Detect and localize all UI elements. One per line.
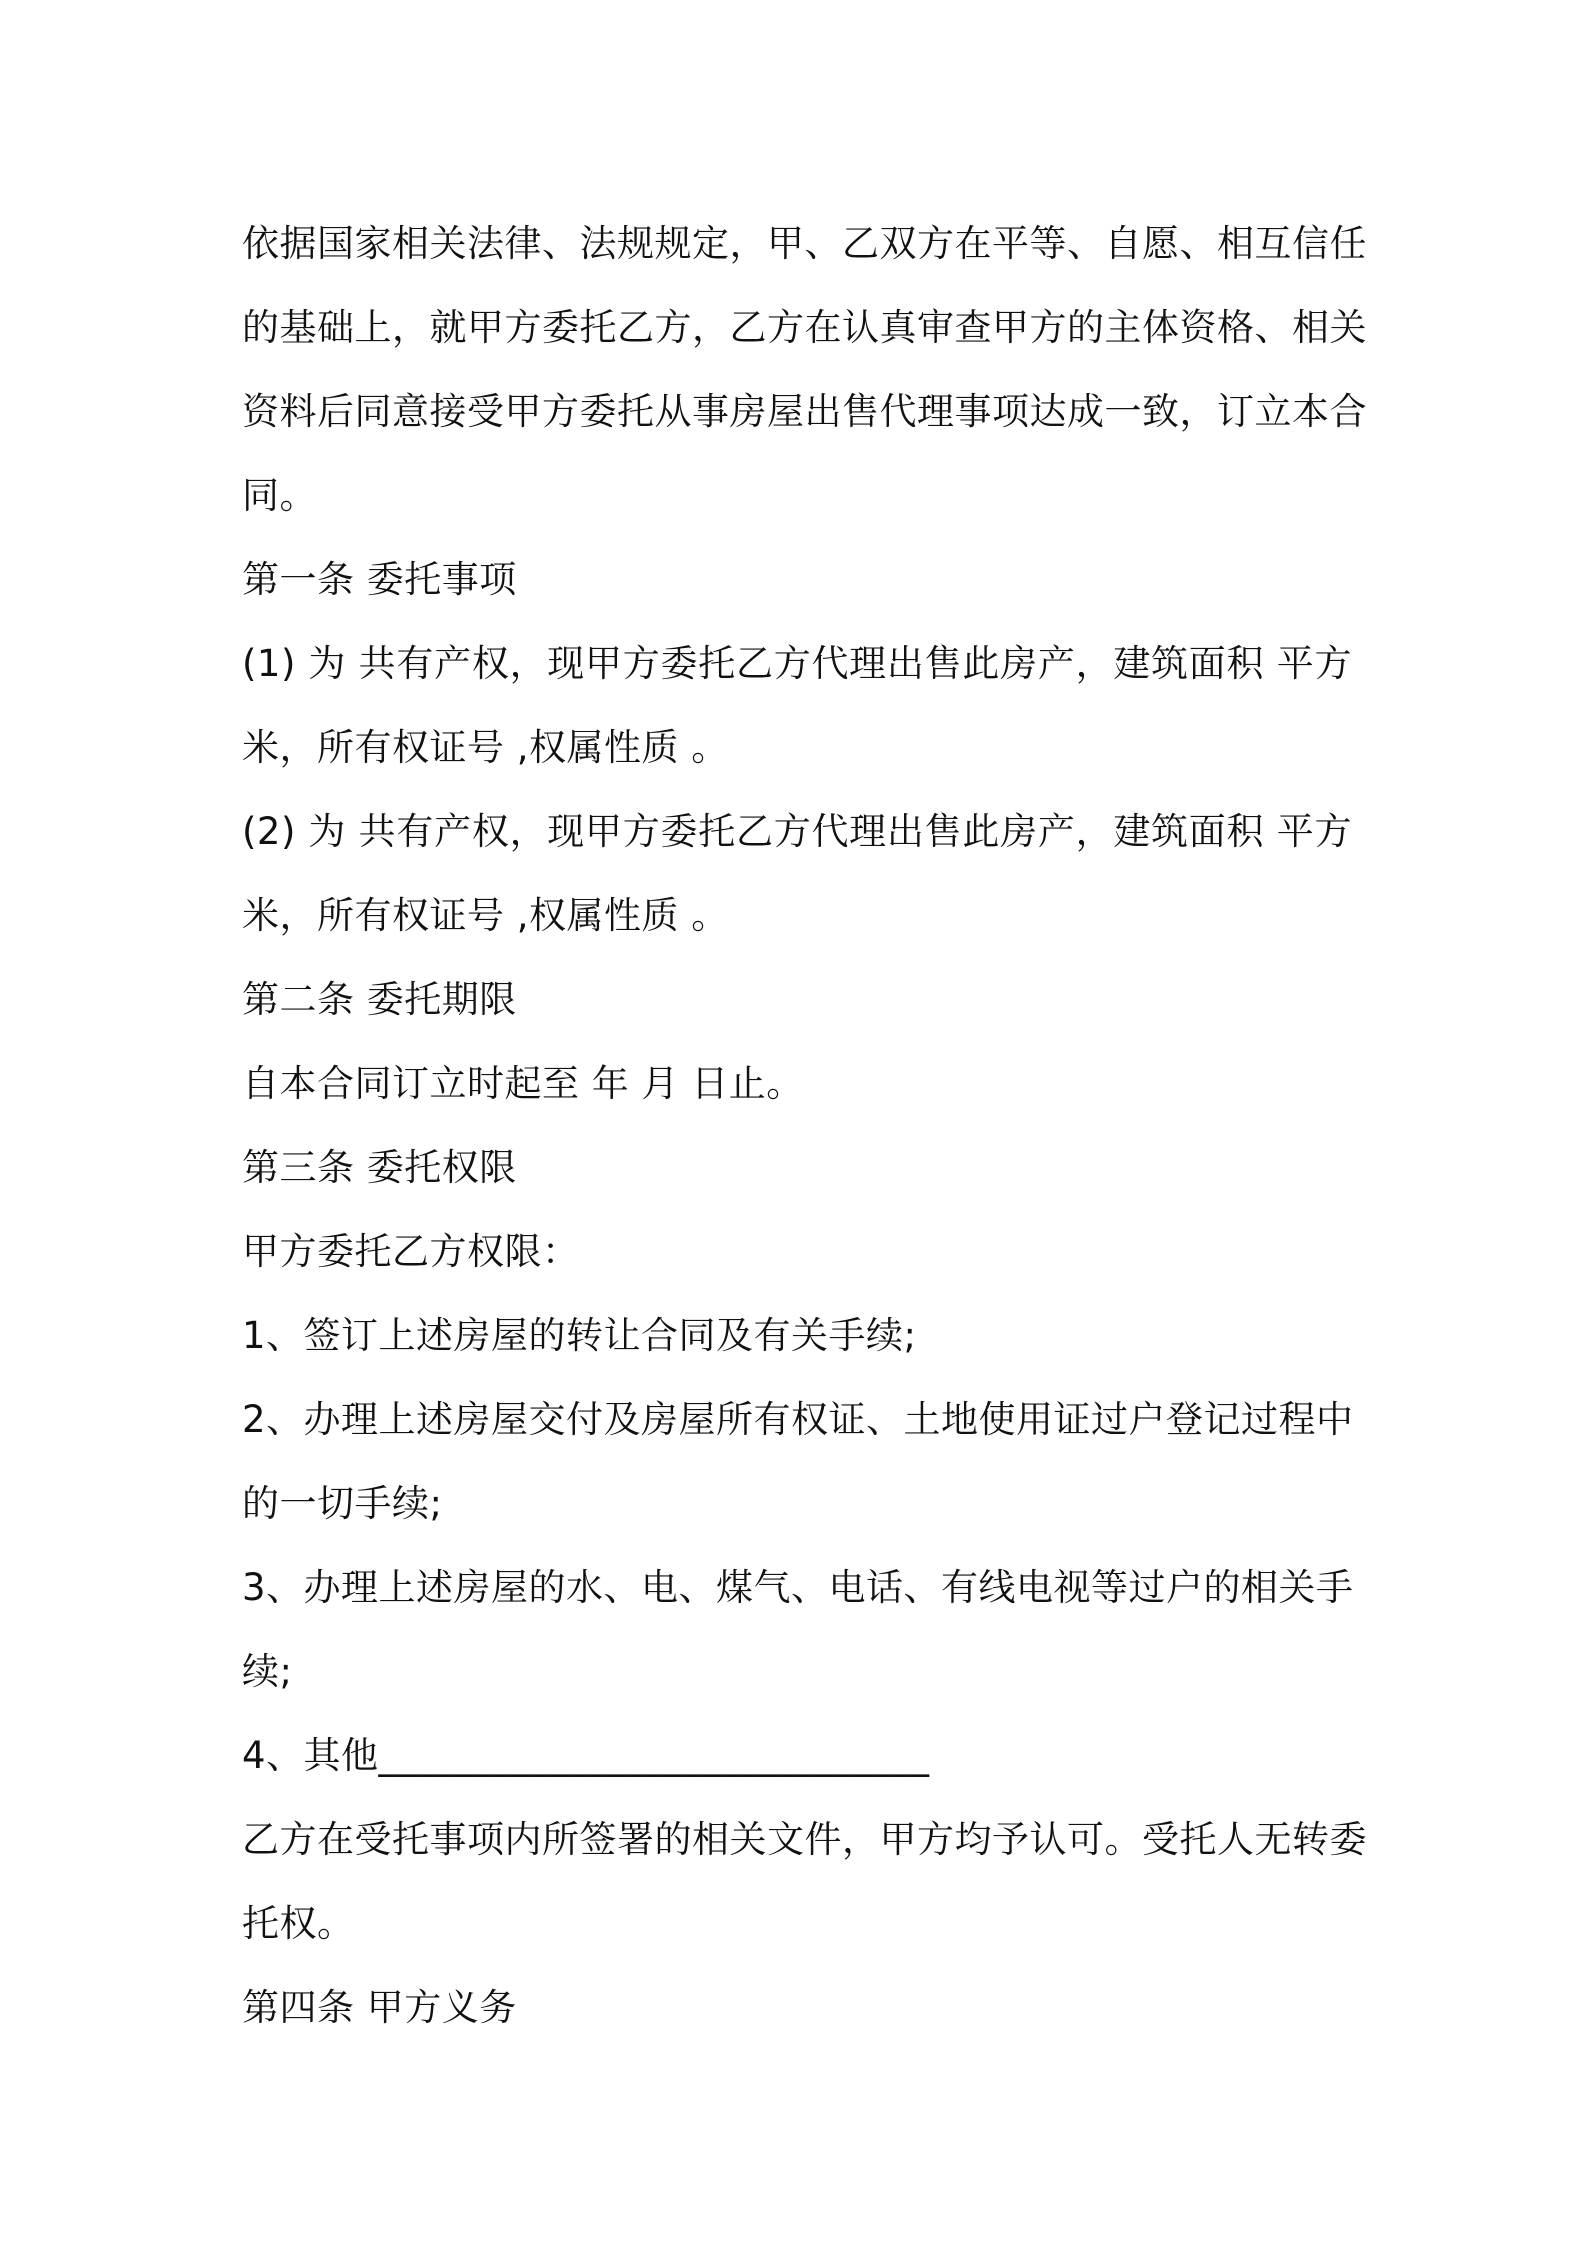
list-item: 4、其他_____________________________ — [242, 1734, 930, 1777]
list-item: 续; — [242, 1650, 293, 1693]
section-heading: 第二条 委托期限 — [242, 978, 517, 1021]
contract-body — [242, 202, 1367, 2050]
list-item: 2、办理上述房屋交付及房屋所有权证、土地使用证过户登记过程中 — [242, 1398, 1354, 1441]
paragraph-line: 资料后同意接受甲方委托从事房屋出售代理事项达成一致，订立本合 — [242, 390, 1367, 433]
list-item: 3、办理上述房屋的水、电、煤气、电话、有线电视等过户的相关手 — [242, 1566, 1354, 1609]
section-heading: 第一条 委托事项 — [242, 558, 517, 601]
section-heading: 第三条 委托权限 — [242, 1146, 517, 1189]
paragraph-line: 依据国家相关法律、法规规定，甲、乙双方在平等、自愿、相互信任 — [242, 222, 1367, 265]
section-heading: 第四条 甲方义务 — [242, 1986, 517, 2029]
paragraph-line: 米，所有权证号 ,权属性质 。 — [242, 726, 729, 769]
paragraph-line: 乙方在受托事项内所签署的相关文件，甲方均予认可。受托人无转委 — [242, 1818, 1367, 1861]
paragraph-line: 同。 — [242, 474, 317, 517]
list-item: 1、签订上述房屋的转让合同及有关手续; — [242, 1314, 917, 1357]
paragraph-line: 的基础上，就甲方委托乙方，乙方在认真审查甲方的主体资格、相关 — [242, 306, 1367, 349]
paragraph-line: (1) 为 共有产权，现甲方委托乙方代理出售此房产，建筑面积 平方 — [242, 642, 1352, 685]
paragraph-line: (2) 为 共有产权，现甲方委托乙方代理出售此房产，建筑面积 平方 — [242, 810, 1352, 853]
paragraph-line: 自本合同订立时起至 年 月 日止。 — [242, 1062, 804, 1105]
list-item: 的一切手续; — [242, 1482, 443, 1525]
paragraph-line: 甲方委托乙方权限： — [242, 1230, 580, 1273]
paragraph-line: 米，所有权证号 ,权属性质 。 — [242, 894, 729, 937]
paragraph-line: 托权。 — [242, 1902, 355, 1945]
